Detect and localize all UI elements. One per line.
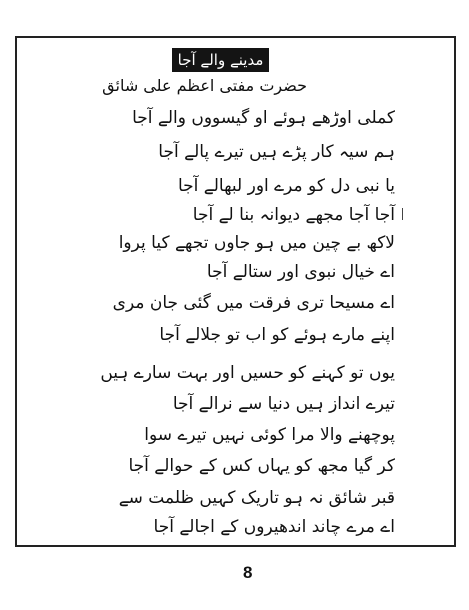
verse-line: ہم سیہ کار پڑے ہیں تیرے پالے آجا xyxy=(158,142,395,162)
poem-author: حضرت مفتی اعظم علی شائق xyxy=(102,76,307,95)
stray-mark xyxy=(402,208,403,220)
page-number: 8 xyxy=(243,563,253,582)
verse-line: یوں تو کہنے کو حسیں اور بہت سارے ہیں xyxy=(100,363,395,383)
verse-line: لاکھ بے چین میں ہو جاوں تجھے کیا پروا xyxy=(118,233,395,253)
verse-line: تیرے انداز ہیں دنیا سے نرالے آجا xyxy=(172,394,395,414)
verse-line: اے مرے چاند اندھیروں کے اجالے آجا xyxy=(153,517,395,537)
poem-title: مدینے والے آجا xyxy=(172,48,269,72)
verse-line: اپنے مارے ہوئے کو اب تو جلالے آجا xyxy=(159,325,395,345)
verse-line: اے خیال نبوی اور ستالے آجا xyxy=(206,262,395,282)
verse-line: کر گیا مجھ کو یہاں کس کے حوالے آجا xyxy=(128,456,395,476)
verse-line: یا نبی دل کو مرے اور لبھالے آجا xyxy=(177,176,395,196)
verse-line: پوچھنے والا مرا کوئی نہیں تیرے سوا xyxy=(144,425,395,445)
verse-line: قبر شائق نہ ہو تاریک کہیں ظلمت سے xyxy=(118,488,395,508)
verse-line: اے مسیحا تری فرقت میں گئی جان مری xyxy=(112,293,395,313)
verse-line: کملی اوڑھے ہوئے او گیسووں والے آجا xyxy=(132,108,395,128)
verse-line: آجا آجا مجھے دیوانہ بنا لے آجا xyxy=(192,205,395,225)
